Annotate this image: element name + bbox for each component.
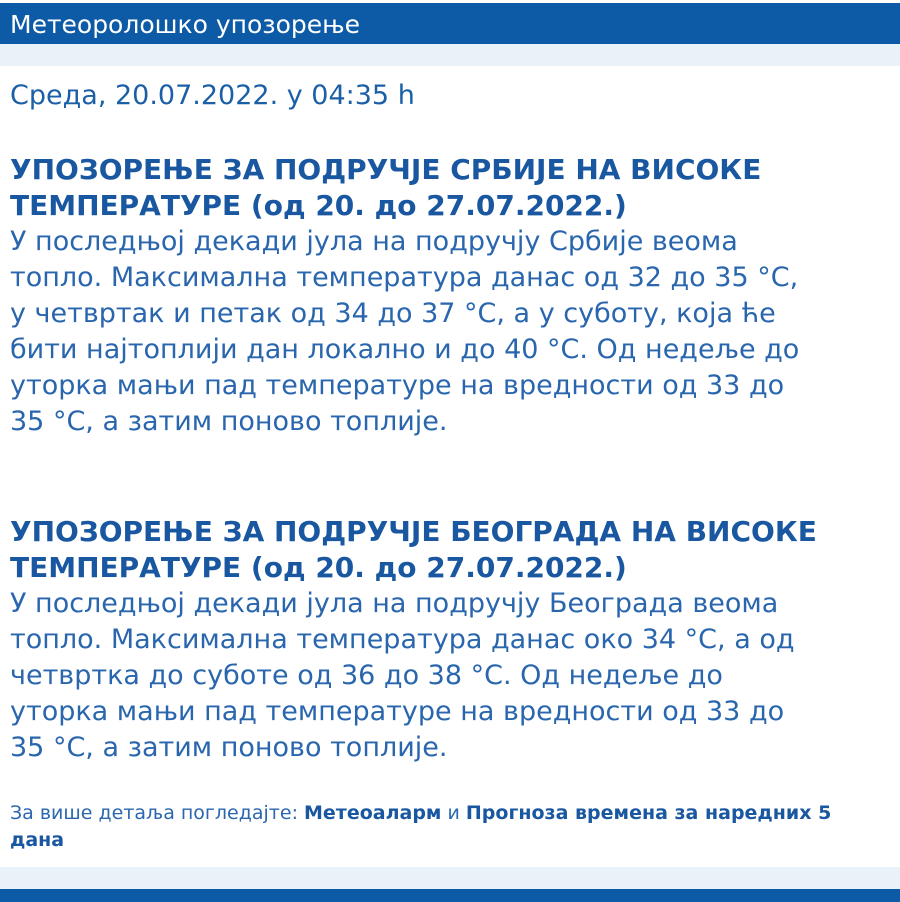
warning-body-line: уторка мањи пад температуре на вредности од 33 до [10,696,785,727]
warning-body-line: 35 °C, а затим поново топлије. [10,406,448,437]
warning-body-line: топло. Максимална температура данас од 32 до 35 °C, [10,262,799,293]
details-conjunction: и [441,802,466,824]
header-subbar [0,44,900,66]
details-prefix: За више детаља погледајте: [10,802,305,824]
warning-title-line: ТЕМПЕРАТУРЕ (од 20. до 27.07.2022.) [10,551,627,584]
warning-title-line: ТЕМПЕРАТУРЕ (од 20. до 27.07.2022.) [10,189,627,222]
warning-body [10,224,890,440]
warning-body [10,586,890,766]
forecast-5-days-link[interactable]: Прогноза времена за наредних 5 дана [10,802,832,851]
meteoalarm-link[interactable]: Метеоаларм [304,802,442,824]
details-text [10,800,890,854]
issue-date: Среда, 20.07.2022. у 04:35 h [10,80,415,111]
warning-title-line: УПОЗОРЕЊЕ ЗА ПОДРУЧЈЕ СРБИЈЕ НА ВИСОКЕ [10,153,762,186]
warning-title [10,152,890,224]
warning-body-line: у четвртак и петак од 34 до 37 °C, а у суботу, која ће [10,298,776,329]
warning-body-line: топло. Максимална температура данас око 34 °C, а од [10,624,795,655]
footer-subbar [0,867,900,889]
warning-body-line: четвртка до суботе од 36 до 38 °C. Од недеље до [10,660,723,691]
warning-body-line: бити најтоплији дан локално и до 40 °C. Од недеље до [10,334,800,365]
warning-title-line: УПОЗОРЕЊЕ ЗА ПОДРУЧЈЕ БЕОГРАДА НА ВИСОКЕ [10,515,817,548]
warning-body-line: У последњој декади јула на подручју Србије веома [10,226,738,257]
warning-belgrade [10,514,890,766]
warning-title [10,514,890,586]
warning-content [10,78,890,854]
header-title: Метеоролошко упозорење [10,10,360,39]
warning-body-line: уторка мањи пад температуре на вредности од 33 до [10,370,785,401]
warning-body-line: 35 °C, а затим поново топлије. [10,732,448,763]
warning-serbia [10,152,890,440]
warning-body-line: У последњој декади јула на подручју Београда веома [10,588,779,619]
next-section-header-bar [0,889,900,902]
warning-header-bar [0,0,900,44]
